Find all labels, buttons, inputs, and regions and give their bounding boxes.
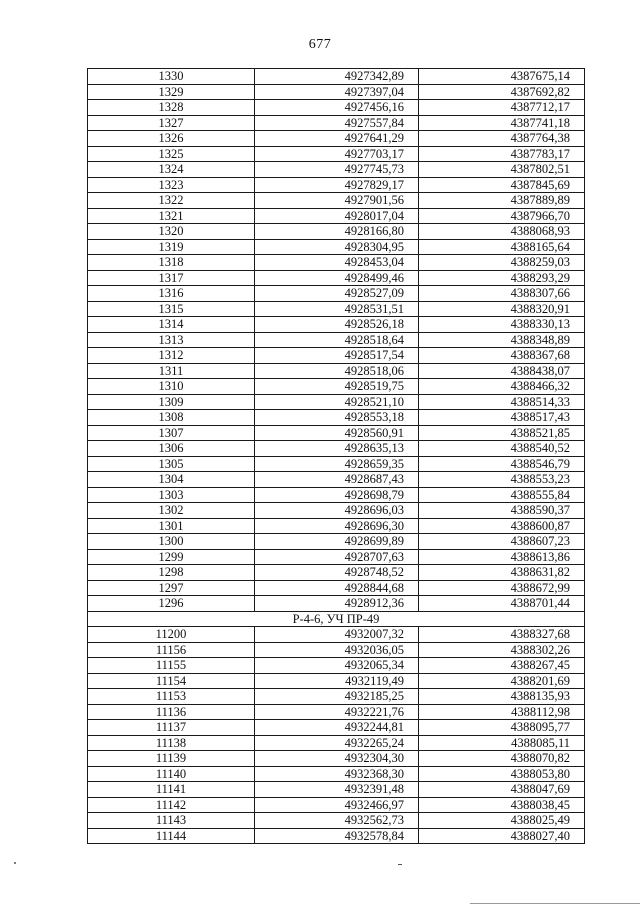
x-coordinate-cell: 4932244,81 (255, 720, 419, 736)
x-coordinate-cell: 4928659,35 (255, 456, 419, 472)
point-number-cell: 1302 (88, 503, 255, 519)
y-coordinate-cell: 4387783,17 (419, 146, 585, 162)
point-number-cell: 1305 (88, 456, 255, 472)
table-row (88, 580, 585, 596)
x-coordinate-cell: 4932466,97 (255, 797, 419, 813)
y-coordinate-cell: 4388302,26 (419, 642, 585, 658)
point-number-cell: 1303 (88, 487, 255, 503)
table-row (88, 534, 585, 550)
point-number-cell: 1325 (88, 146, 255, 162)
point-number-cell: 11143 (88, 813, 255, 829)
point-number-cell: 11154 (88, 673, 255, 689)
y-coordinate-cell: 4388293,29 (419, 270, 585, 286)
y-coordinate-cell: 4387712,17 (419, 100, 585, 116)
point-number-cell: 1315 (88, 301, 255, 317)
table-row (88, 751, 585, 767)
x-coordinate-cell: 4927456,16 (255, 100, 419, 116)
y-coordinate-cell: 4388514,33 (419, 394, 585, 410)
table-row (88, 332, 585, 348)
x-coordinate-cell: 4932265,24 (255, 735, 419, 751)
table-row (88, 673, 585, 689)
x-coordinate-cell: 4927829,17 (255, 177, 419, 193)
x-coordinate-cell: 4928696,30 (255, 518, 419, 534)
coordinates-table (87, 68, 585, 844)
x-coordinate-cell: 4928912,36 (255, 596, 419, 612)
point-number-cell: 1322 (88, 193, 255, 209)
point-number-cell: 11139 (88, 751, 255, 767)
x-coordinate-cell: 4928707,63 (255, 549, 419, 565)
table-row (88, 146, 585, 162)
x-coordinate-cell: 4927901,56 (255, 193, 419, 209)
x-coordinate-cell: 4928517,54 (255, 348, 419, 364)
point-number-cell: 1326 (88, 131, 255, 147)
point-number-cell: 1317 (88, 270, 255, 286)
x-coordinate-cell: 4928017,04 (255, 208, 419, 224)
y-coordinate-cell: 4388267,45 (419, 658, 585, 674)
x-coordinate-cell: 4932007,32 (255, 627, 419, 643)
point-number-cell: 1329 (88, 84, 255, 100)
table-row (88, 301, 585, 317)
table-row (88, 828, 585, 844)
point-number-cell: 1311 (88, 363, 255, 379)
point-number-cell: 1314 (88, 317, 255, 333)
table-row (88, 131, 585, 147)
table-row (88, 239, 585, 255)
table-row (88, 642, 585, 658)
x-coordinate-cell: 4928635,13 (255, 441, 419, 457)
table-row (88, 487, 585, 503)
point-number-cell: 1323 (88, 177, 255, 193)
scan-speck (398, 864, 402, 865)
point-number-cell: 11141 (88, 782, 255, 798)
table-row (88, 224, 585, 240)
y-coordinate-cell: 4388068,93 (419, 224, 585, 240)
x-coordinate-cell: 4928748,52 (255, 565, 419, 581)
table-row (88, 162, 585, 178)
y-coordinate-cell: 4388095,77 (419, 720, 585, 736)
point-number-cell: 11155 (88, 658, 255, 674)
table-row (88, 69, 585, 85)
y-coordinate-cell: 4387741,18 (419, 115, 585, 131)
point-number-cell: 1321 (88, 208, 255, 224)
x-coordinate-cell: 4928521,10 (255, 394, 419, 410)
y-coordinate-cell: 4388070,82 (419, 751, 585, 767)
y-coordinate-cell: 4387675,14 (419, 69, 585, 85)
point-number-cell: 1328 (88, 100, 255, 116)
y-coordinate-cell: 4388053,80 (419, 766, 585, 782)
x-coordinate-cell: 4928844,68 (255, 580, 419, 596)
x-coordinate-cell: 4928499,46 (255, 270, 419, 286)
y-coordinate-cell: 4388112,98 (419, 704, 585, 720)
y-coordinate-cell: 4388466,32 (419, 379, 585, 395)
point-number-cell: 1300 (88, 534, 255, 550)
table-row (88, 363, 585, 379)
x-coordinate-cell: 4928518,06 (255, 363, 419, 379)
point-number-cell: 1306 (88, 441, 255, 457)
x-coordinate-cell: 4928519,75 (255, 379, 419, 395)
point-number-cell: 11200 (88, 627, 255, 643)
point-number-cell: 1301 (88, 518, 255, 534)
y-coordinate-cell: 4388517,43 (419, 410, 585, 426)
x-coordinate-cell: 4928166,80 (255, 224, 419, 240)
table-row (88, 813, 585, 829)
x-coordinate-cell: 4928698,79 (255, 487, 419, 503)
point-number-cell: 1319 (88, 239, 255, 255)
table-row (88, 379, 585, 395)
page-number: 677 (308, 37, 332, 52)
point-number-cell: 1327 (88, 115, 255, 131)
table-row (88, 177, 585, 193)
x-coordinate-cell: 4927703,17 (255, 146, 419, 162)
table-row (88, 549, 585, 565)
x-coordinate-cell: 4928553,18 (255, 410, 419, 426)
point-number-cell: 1299 (88, 549, 255, 565)
x-coordinate-cell: 4928527,09 (255, 286, 419, 302)
table-row (88, 270, 585, 286)
x-coordinate-cell: 4927745,73 (255, 162, 419, 178)
x-coordinate-cell: 4932368,30 (255, 766, 419, 782)
x-coordinate-cell: 4932065,34 (255, 658, 419, 674)
y-coordinate-cell: 4387802,51 (419, 162, 585, 178)
table-row (88, 766, 585, 782)
y-coordinate-cell: 4388038,45 (419, 797, 585, 813)
y-coordinate-cell: 4388327,68 (419, 627, 585, 643)
section-label: Р-4-6, УЧ ПР-49 (88, 611, 585, 627)
x-coordinate-cell: 4928687,43 (255, 472, 419, 488)
x-coordinate-cell: 4932036,05 (255, 642, 419, 658)
point-number-cell: 11144 (88, 828, 255, 844)
table-row (88, 503, 585, 519)
point-number-cell: 1330 (88, 69, 255, 85)
y-coordinate-cell: 4388367,68 (419, 348, 585, 364)
x-coordinate-cell: 4932391,48 (255, 782, 419, 798)
x-coordinate-cell: 4928699,89 (255, 534, 419, 550)
table-row (88, 208, 585, 224)
y-coordinate-cell: 4388701,44 (419, 596, 585, 612)
table-row (88, 704, 585, 720)
y-coordinate-cell: 4388165,64 (419, 239, 585, 255)
table-row (88, 658, 585, 674)
point-number-cell: 1316 (88, 286, 255, 302)
y-coordinate-cell: 4388201,69 (419, 673, 585, 689)
y-coordinate-cell: 4387845,69 (419, 177, 585, 193)
scan-edge-line (470, 903, 640, 904)
table-row (88, 627, 585, 643)
y-coordinate-cell: 4388521,85 (419, 425, 585, 441)
table-row (88, 115, 585, 131)
x-coordinate-cell: 4927557,84 (255, 115, 419, 131)
point-number-cell: 11136 (88, 704, 255, 720)
point-number-cell: 11142 (88, 797, 255, 813)
y-coordinate-cell: 4388607,23 (419, 534, 585, 550)
y-coordinate-cell: 4388330,13 (419, 317, 585, 333)
y-coordinate-cell: 4388553,23 (419, 472, 585, 488)
point-number-cell: 11156 (88, 642, 255, 658)
y-coordinate-cell: 4388613,86 (419, 549, 585, 565)
y-coordinate-cell: 4388307,66 (419, 286, 585, 302)
table-row (88, 348, 585, 364)
table-row (88, 193, 585, 209)
table-row (88, 425, 585, 441)
x-coordinate-cell: 4928526,18 (255, 317, 419, 333)
table-row (88, 410, 585, 426)
point-number-cell: 1312 (88, 348, 255, 364)
y-coordinate-cell: 4388320,91 (419, 301, 585, 317)
point-number-cell: 1296 (88, 596, 255, 612)
y-coordinate-cell: 4387764,38 (419, 131, 585, 147)
y-coordinate-cell: 4388047,69 (419, 782, 585, 798)
table-row (88, 735, 585, 751)
point-number-cell: 1309 (88, 394, 255, 410)
y-coordinate-cell: 4387692,82 (419, 84, 585, 100)
point-number-cell: 1324 (88, 162, 255, 178)
y-coordinate-cell: 4388135,93 (419, 689, 585, 705)
point-number-cell: 11138 (88, 735, 255, 751)
point-number-cell: 11153 (88, 689, 255, 705)
y-coordinate-cell: 4388259,03 (419, 255, 585, 271)
x-coordinate-cell: 4932562,73 (255, 813, 419, 829)
point-number-cell: 11137 (88, 720, 255, 736)
table-row (88, 782, 585, 798)
point-number-cell: 1298 (88, 565, 255, 581)
x-coordinate-cell: 4932578,84 (255, 828, 419, 844)
table-row (88, 286, 585, 302)
coordinates-table-section (88, 611, 585, 627)
y-coordinate-cell: 4387889,89 (419, 193, 585, 209)
coordinates-table-body-upper (88, 69, 585, 612)
x-coordinate-cell: 4932304,30 (255, 751, 419, 767)
y-coordinate-cell: 4388085,11 (419, 735, 585, 751)
point-number-cell: 11140 (88, 766, 255, 782)
y-coordinate-cell: 4388672,99 (419, 580, 585, 596)
table-row (88, 255, 585, 271)
x-coordinate-cell: 4928453,04 (255, 255, 419, 271)
point-number-cell: 1313 (88, 332, 255, 348)
table-row (88, 565, 585, 581)
x-coordinate-cell: 4932185,25 (255, 689, 419, 705)
x-coordinate-cell: 4928304,95 (255, 239, 419, 255)
y-coordinate-cell: 4388590,37 (419, 503, 585, 519)
point-number-cell: 1307 (88, 425, 255, 441)
y-coordinate-cell: 4387966,70 (419, 208, 585, 224)
table-row (88, 472, 585, 488)
table-row (88, 797, 585, 813)
table-row (88, 441, 585, 457)
x-coordinate-cell: 4927641,29 (255, 131, 419, 147)
section-header-row (88, 611, 585, 627)
table-row (88, 720, 585, 736)
y-coordinate-cell: 4388540,52 (419, 441, 585, 457)
x-coordinate-cell: 4932221,76 (255, 704, 419, 720)
y-coordinate-cell: 4388555,84 (419, 487, 585, 503)
point-number-cell: 1310 (88, 379, 255, 395)
table-row (88, 518, 585, 534)
y-coordinate-cell: 4388600,87 (419, 518, 585, 534)
y-coordinate-cell: 4388027,40 (419, 828, 585, 844)
x-coordinate-cell: 4928696,03 (255, 503, 419, 519)
y-coordinate-cell: 4388546,79 (419, 456, 585, 472)
x-coordinate-cell: 4928531,51 (255, 301, 419, 317)
point-number-cell: 1320 (88, 224, 255, 240)
point-number-cell: 1308 (88, 410, 255, 426)
point-number-cell: 1318 (88, 255, 255, 271)
scan-speck (14, 862, 16, 864)
y-coordinate-cell: 4388438,07 (419, 363, 585, 379)
table-row (88, 100, 585, 116)
point-number-cell: 1304 (88, 472, 255, 488)
x-coordinate-cell: 4928518,64 (255, 332, 419, 348)
table-row (88, 689, 585, 705)
y-coordinate-cell: 4388348,89 (419, 332, 585, 348)
x-coordinate-cell: 4928560,91 (255, 425, 419, 441)
point-number-cell: 1297 (88, 580, 255, 596)
table-row (88, 394, 585, 410)
y-coordinate-cell: 4388025,49 (419, 813, 585, 829)
x-coordinate-cell: 4927342,89 (255, 69, 419, 85)
table-row (88, 317, 585, 333)
table-row (88, 456, 585, 472)
x-coordinate-cell: 4927397,04 (255, 84, 419, 100)
table-row (88, 84, 585, 100)
coordinates-table-body-lower (88, 627, 585, 844)
y-coordinate-cell: 4388631,82 (419, 565, 585, 581)
x-coordinate-cell: 4932119,49 (255, 673, 419, 689)
table-row (88, 596, 585, 612)
